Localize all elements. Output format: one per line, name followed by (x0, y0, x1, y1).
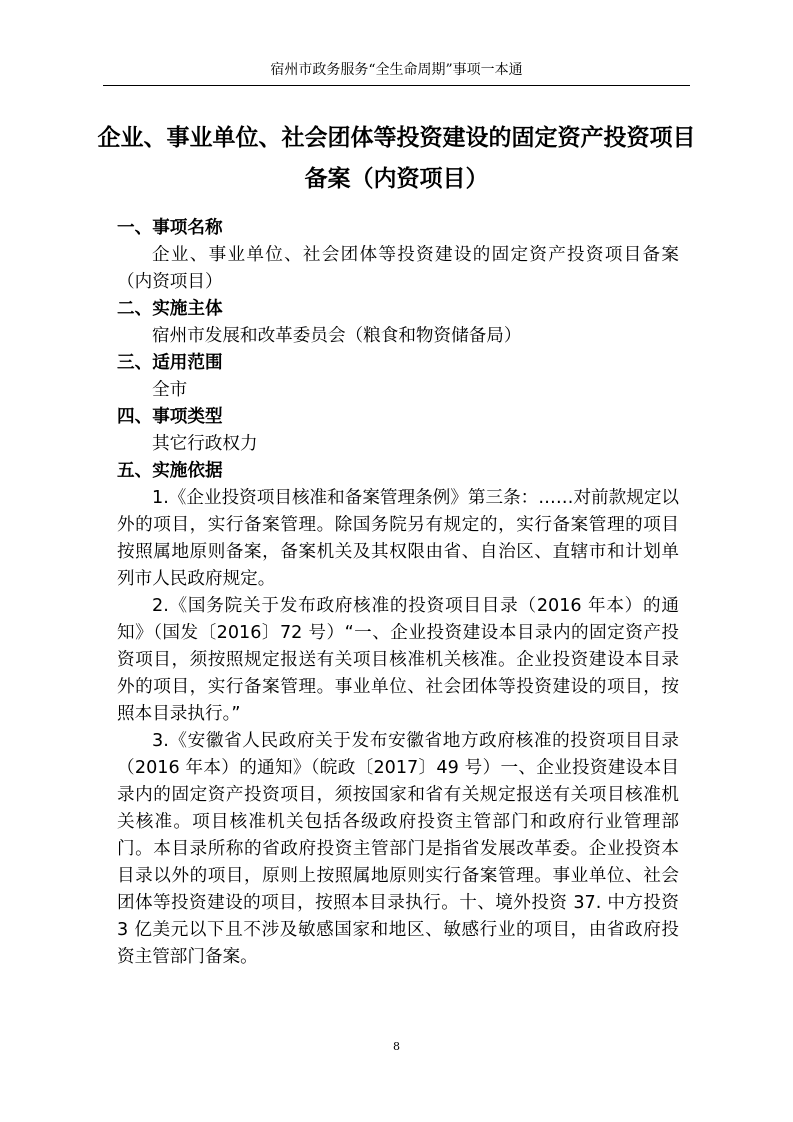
section-heading-basis: 五、实施依据 (117, 461, 223, 481)
running-header: 宿州市政务服务“全生命周期”事项一本通 (270, 62, 523, 78)
section-content-scope: 全市 (152, 380, 188, 400)
section-content-name: 企业、事业单位、社会团体等投资建设的固定资产投资项目备案（内资项目） (117, 245, 679, 292)
basis-item: 1.《企业投资项目核准和备案管理条例》第三条：……对前款规定以外的项目，实行备案管理。除国务院另有规定的，实行备案管理的项目按照属地原则备案，备案机关及其权限由省、自治区、直辖市和计划单列市人民政府规定。 (117, 488, 680, 589)
section-heading-name: 一、事项名称 (117, 218, 223, 238)
header-rule (103, 85, 690, 86)
section-heading-type: 四、事项类型 (117, 407, 223, 427)
section-heading-scope: 三、适用范围 (117, 353, 223, 373)
section-content-subject: 宿州市发展和改革委员会（粮食和物资储备局） (152, 326, 522, 346)
document-title-line-2: 备案（内资项目） (304, 166, 489, 192)
document-title-line-1: 企业、事业单位、社会团体等投资建设的固定资产投资项目 (97, 125, 696, 151)
page-number: 8 (393, 1040, 400, 1053)
basis-item: 3.《安徽省人民政府关于发布安徽省地方政府核准的投资项目目录（2016 年本）的通知》（皖政〔2017〕49 号）一、企业投资建设本目录内的固定资产投资项目，须按国家和省有关规定报送有关项目核准机关核准。项目核准机关包括各级政府投资主管部门和政府行业管理部门。本目录所称的省政府投资主管部门是指省发展改革委。企业投资本目录以外的项目，原则上按照属地原则实行备案管理。事业单位、社会团体等投资建设的项目，按照本目录执行。十、境外投资 37. 中方投资 3 亿美元以下且不涉及敏感国家和地区、敏感行业的项目，由省政府投资主管部门备案。 (117, 731, 679, 967)
section-heading-subject: 二、实施主体 (117, 299, 223, 319)
section-content-type: 其它行政权力 (152, 434, 258, 454)
basis-item: 2.《国务院关于发布政府核准的投资项目目录（2016 年本）的通知》（国发〔2016〕72 号）“一、企业投资建设本目录内的固定资产投资项目，须按照规定报送有关项目核准机关核准。企业投资建设本目录外的项目，实行备案管理。事业单位、社会团体等投资建设的项目，按照本目录执行。” (117, 596, 679, 724)
document-body (117, 215, 679, 971)
